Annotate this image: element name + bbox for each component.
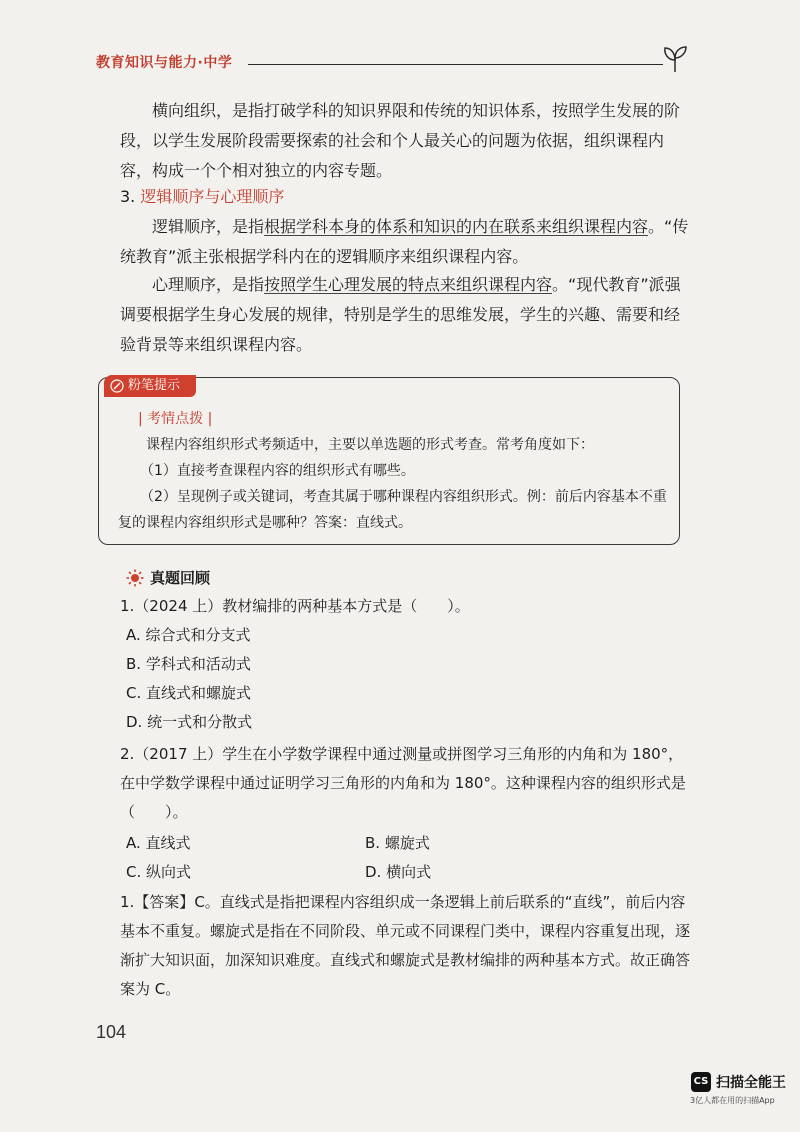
q2-option-d: D. 横向式 [365,863,432,881]
text-run: 。“现代教育”派强调要根据学生身心发展的规律，特别是学生的思维发展，学生的兴趣、需要和经验背景等来组织课程内容。 [120,275,681,354]
answer-text: C。直线式是指把课程内容组织成一条逻辑上前后联系的“直线”，前后内容基本不重复。螺旋式是指在不同阶段、单元或不同课程门类中，课程内容重复出现，逐渐扩大知识面，加深知识难度。直线式和螺旋式是教材编排的两种基本方式。故正确答案为 C。 [120,893,691,998]
q2-option-a: A. 直线式 [126,834,191,852]
scanner-logo: CS [691,1072,711,1092]
q2-option-c: C. 纵向式 [126,863,192,881]
q1-option-a: A. 综合式和分支式 [126,626,251,644]
heading-text: 逻辑顺序与心理顺序 [140,187,285,206]
paragraph-horizontal-organization: 横向组织，是指打破学科的知识界限和传统的知识体系，按照学生发展的阶段，以学生发展阶段需要探索的社会和个人最关心的问题为依据，组织课程内容，构成一个个相对独立的内容专题。 [120,101,681,180]
running-header-title: 教育知识与能力·中学 [96,55,233,71]
underlined-text: 按照学生心理发展的特点来组织课程内容 [264,275,553,294]
answer-1 [120,888,692,1004]
q1-option-c: C. 直线式和螺旋式 [126,684,252,702]
tip-tab-label: 粉笔提示 [128,378,181,393]
answer-label: 1.【答案】 [120,893,195,911]
q1-option-b: B. 学科式和活动式 [126,655,251,673]
q1-option-d: D. 统一式和分散式 [126,713,253,731]
heading-number: 3. [120,187,141,206]
scanner-tagline: 3亿人都在用的扫描App [690,1096,775,1105]
text-run: 心理顺序，是指 [152,275,265,294]
sprout-icon [658,40,692,74]
tip-line-1: 课程内容组织形式考频适中，主要以单选题的形式考查。常考角度如下： [146,437,594,453]
tip-tab [104,375,196,397]
pencil-icon [110,379,124,393]
page-number: 104 [96,1022,127,1042]
text-run: 。“传统教育”派主张根据学科内在的逻辑顺序来组织课程内容。 [120,217,689,266]
tip-line-3: （2）呈现例子或关键词，考查其属于哪种课程内容组织形式。例：前后内容基本不重复的课程内容组织形式是哪种？答案：直线式。 [118,489,667,531]
scanner-app-name: 扫描全能王 [716,1075,786,1091]
paragraph-psychological-order [120,270,690,360]
header-rule [248,64,663,65]
review-section-title: 真题回顾 [150,569,211,587]
q2-option-b: B. 螺旋式 [365,834,430,852]
question-2: 2.（2017 上）学生在小学数学课程中通过测量或拼图学习三角形的内角和为 180°，在中学数学课程中通过证明学习三角形的内角和为 180°。这种课程内容的组织形式是（ ）。 [120,745,686,821]
text-run: 逻辑顺序，是指 [152,217,265,236]
tip-line-2: （1）直接考查课程内容的组织形式有哪些。 [140,463,415,479]
paragraph-logical-order [120,212,690,272]
question-1: 1.（2024 上）教材编排的两种基本方式是（ ）。 [120,597,470,615]
tip-subtitle: | 考情点拨 | [138,411,213,427]
section-heading-3 [120,182,690,212]
sun-icon [126,569,144,587]
underlined-text: 根据学科本身的体系和知识的内在联系来组织课程内容 [264,217,649,236]
